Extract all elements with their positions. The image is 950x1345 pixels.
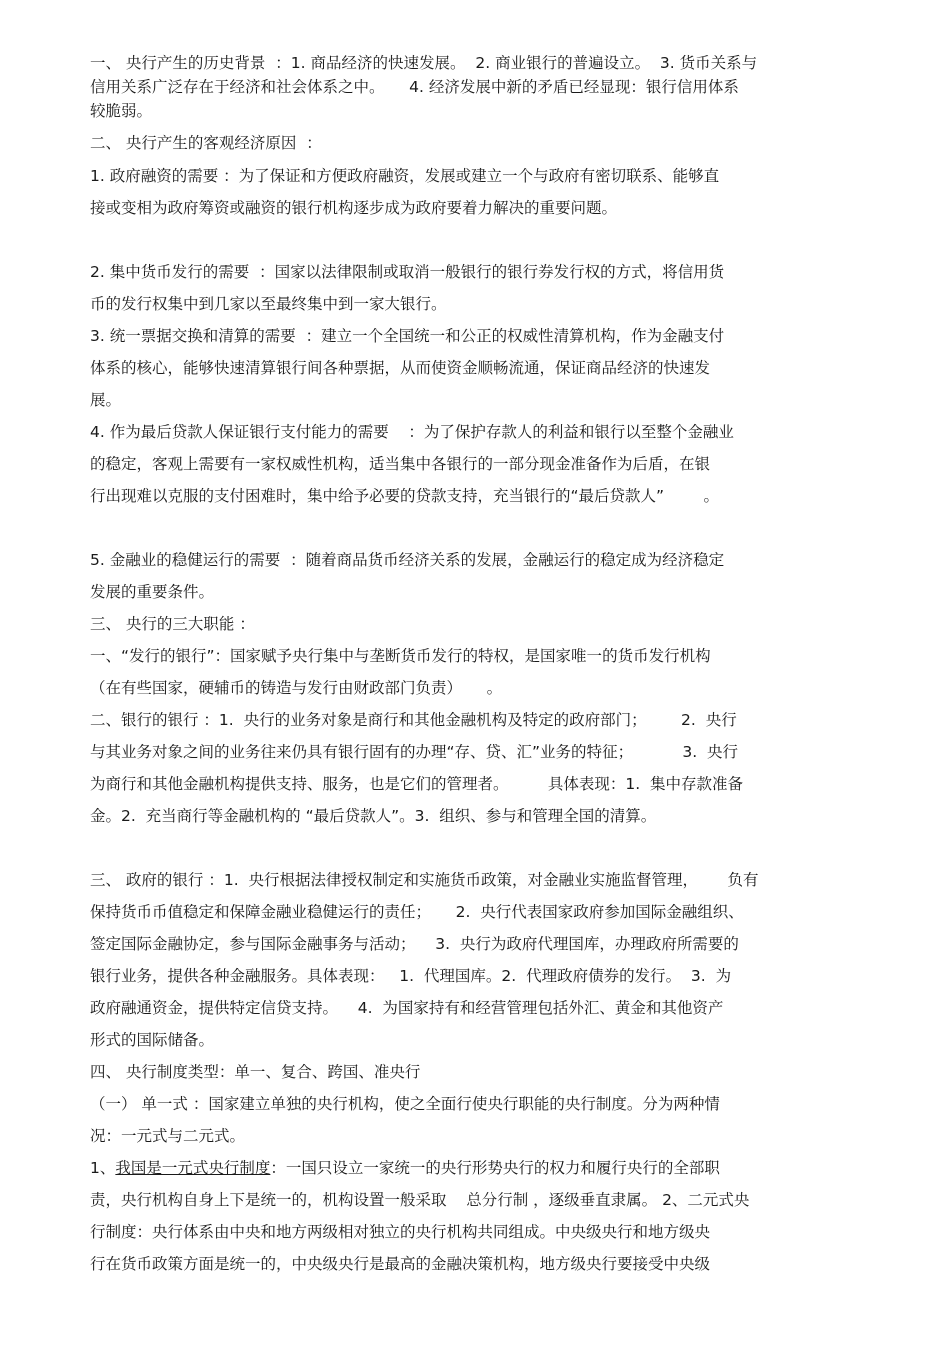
- item-number: 1、: [90, 1159, 116, 1177]
- section-heading: 四、 央行制度类型：单一、复合、跨国、准央行: [90, 1063, 421, 1081]
- text-line: 2. 集中货币发行的需要 ：国家以法律限制或取消一般银行的银行券发行权的方式，将信用货: [90, 263, 725, 281]
- text-line: 3. 统一票据交换和清算的需要 ：建立一个全国统一和公正的权威性清算机构，作为金融支付: [90, 327, 725, 345]
- text-line: 展。: [90, 391, 122, 409]
- text-line: 行出现难以克服的支付困难时，集中给予必要的贷款支持，充当银行的“最后贷款人” 。: [90, 487, 719, 505]
- text-line: 接或变相为政府筹资或融资的银行机构逐步成为政府要着力解决的重要问题。: [90, 199, 618, 217]
- text-line: 为商行和其他金融机构提供支持、服务，也是它们的管理者。 具体表现：1. 集中存款准备: [90, 775, 744, 793]
- text-line: 行在货币政策方面是统一的，中央级央行是最高的金融决策机构，地方级央行要接受中央级: [90, 1255, 711, 1273]
- text-line: 1. 政府融资的需要 ：为了保证和方便政府融资，发展或建立一个与政府有密切联系、能够直: [90, 167, 720, 185]
- text-line: 5. 金融业的稳健运行的需要 ：随着商品货币经济关系的发展，金融运行的稳定成为经济稳定: [90, 551, 725, 569]
- text-line: 银行业务，提供各种金融服务。具体表现： 1. 代理国库。2. 代理政府债券的发行。 3. 为: [90, 967, 732, 985]
- text-line: 三、 政府的银行 ：1. 央行根据法律授权制定和实施货币政策，对金融业实施监督管理， 负有: [90, 871, 759, 889]
- text-line: 形式的国际储备。: [90, 1031, 215, 1049]
- text-line: 签定国际金融协定，参与国际金融事务与活动； 3. 央行为政府代理国库，办理政府所需要的: [90, 935, 739, 953]
- text-line: 体系的核心，能够快速清算银行间各种票据，从而使资金顺畅流通，保证商品经济的快速发: [90, 359, 711, 377]
- section-heading: 三、 央行的三大职能 ：: [90, 615, 255, 633]
- text-line: 保持货币币值稳定和保障金融业稳健运行的责任； 2. 央行代表国家政府参加国际金融组织、: [90, 903, 744, 921]
- text-line: 行制度：央行体系由中央和地方两级相对独立的央行机构共同组成。中央级央行和地方级央: [90, 1223, 711, 1241]
- underlined-phrase: 我国是一元式央行制度: [115, 1159, 271, 1177]
- text-line: 币的发行权集中到几家以至最终集中到一家大银行。: [90, 295, 447, 313]
- text-line: 况：一元式与二元式。: [90, 1127, 246, 1145]
- text-line: 4. 作为最后贷款人保证银行支付能力的需要 ：为了保护存款人的利益和银行以至整个金融业: [90, 423, 734, 441]
- text-line: 金。2. 充当商行等金融机构的 “最后贷款人”。3. 组织、参与和管理全国的清算。: [90, 807, 657, 825]
- text-line: （一） 单一式 ：国家建立单独的央行机构，使之全面行使央行职能的央行制度。分为两种情: [90, 1095, 720, 1113]
- text-line: 政府融通资金，提供特定信贷支持。 4. 为国家持有和经营管理包括外汇、黄金和其他资产: [90, 999, 724, 1017]
- text-line: [90, 1158, 720, 1178]
- text-line: 一、 央行产生的历史背景 ：1. 商品经济的快速发展。 2. 商业银行的普遍设立。 3. 货币关系与: [90, 54, 758, 72]
- text-line: 发展的重要条件。: [90, 583, 215, 601]
- text-line: 二、银行的银行 ：1. 央行的业务对象是商行和其他金融机构及特定的政府部门； 2. 央行: [90, 711, 737, 729]
- text-line: （在有些国家，硬辅币的铸造与发行由财政部门负责） 。: [90, 679, 503, 697]
- text-line: 与其业务对象之间的业务往来仍具有银行固有的办理“存、贷、汇”业务的特征； 3. 央行: [90, 743, 738, 761]
- text-line: 的稳定，客观上需要有一家权威性机构，适当集中各银行的一部分现金准备作为后盾，在银: [90, 455, 711, 473]
- section-heading: 二、 央行产生的客观经济原因 ：: [90, 134, 322, 152]
- text-run: ：一国只设立一家统一的央行形势央行的权力和履行央行的全部职: [270, 1159, 720, 1177]
- text-line: 信用关系广泛存在于经济和社会体系之中。 4. 经济发展中新的矛盾已经显现：银行信用体系: [90, 78, 739, 96]
- text-line: 一、“发行的银行”：国家赋予央行集中与垄断货币发行的特权，是国家唯一的货币发行机构: [90, 647, 711, 665]
- text-line: 责，央行机构自身上下是统一的，机构设置一般采取 总分行制 ，逐级垂直隶属。 2、二元式央: [90, 1191, 750, 1209]
- text-line: 较脆弱。: [90, 102, 153, 120]
